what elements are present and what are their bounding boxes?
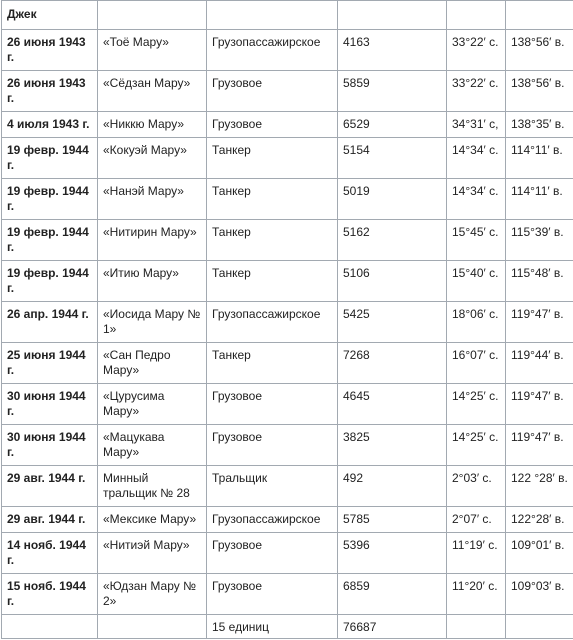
date-cell: 25 июня 1944 г. [2,343,98,384]
table-row [2,466,573,507]
empty-cell [447,615,506,639]
longitude-cell: 119°44′ в. [506,343,573,384]
vessel-type-cell: Грузопассажирское [207,302,338,343]
longitude-cell: 115°39′ в. [506,220,573,261]
vessel-name-cell: «Нитиэй Мару» [98,533,207,574]
vessel-name-cell: «Цурусима Мару» [98,384,207,425]
vessel-name-cell: «Кокуэй Мару» [98,138,207,179]
longitude-cell: 138°56′ в. [506,71,573,112]
vessel-name-cell: «Иосида Мару № 1» [98,302,207,343]
vessel-type-cell: Грузопассажирское [207,507,338,533]
vessel-type-cell: Грузовое [207,533,338,574]
longitude-cell: 109°03′ в. [506,574,573,615]
tonnage-cell: 5396 [338,533,447,574]
date-cell: 19 февр. 1944 г. [2,220,98,261]
longitude-cell: 119°47′ в. [506,425,573,466]
date-cell: 15 нояб. 1944 г. [2,574,98,615]
table-row [2,507,573,533]
latitude-cell: 14°34′ с. [447,138,506,179]
tonnage-cell: 4163 [338,30,447,71]
sunk-ships-table [1,0,573,639]
tonnage-cell: 5859 [338,71,447,112]
latitude-cell: 18°06′ с. [447,302,506,343]
latitude-cell: 15°45′ с. [447,220,506,261]
latitude-cell: 2°07′ с. [447,507,506,533]
vessel-name-cell: «Мексике Мару» [98,507,207,533]
table-row [2,179,573,220]
vessel-type-cell: Тральщик [207,466,338,507]
tonnage-cell: 492 [338,466,447,507]
date-cell: 29 авг. 1944 г. [2,466,98,507]
longitude-cell: 138°35′ в. [506,112,573,138]
tonnage-cell: 5425 [338,302,447,343]
table-row [2,261,573,302]
table-row [2,533,573,574]
tonnage-cell: 4645 [338,384,447,425]
total-count-cell: 15 единиц [207,615,338,639]
date-cell: 19 февр. 1944 г. [2,138,98,179]
longitude-cell: 114°11′ в. [506,179,573,220]
empty-cell [207,1,338,30]
vessel-name-cell: «Нитирин Мару» [98,220,207,261]
vessel-name-cell: «Тоё Мару» [98,30,207,71]
latitude-cell: 14°25′ с. [447,425,506,466]
table-row [2,71,573,112]
tonnage-cell: 5106 [338,261,447,302]
empty-cell [98,1,207,30]
latitude-cell: 11°19′ с. [447,533,506,574]
table-row [2,30,573,71]
date-cell: 26 июня 1943 г. [2,71,98,112]
empty-cell [447,1,506,30]
vessel-type-cell: Танкер [207,138,338,179]
tonnage-cell: 5154 [338,138,447,179]
vessel-type-cell: Грузовое [207,112,338,138]
longitude-cell: 114°11′ в. [506,138,573,179]
vessel-name-cell: «Мацукава Мару» [98,425,207,466]
date-cell: 30 июня 1944 г. [2,384,98,425]
vessel-name-cell: «Юдзан Мару № 2» [98,574,207,615]
latitude-cell: 2°03′ с. [447,466,506,507]
vessel-type-cell: Грузовое [207,384,338,425]
empty-cell [506,1,573,30]
date-cell: 4 июля 1943 г. [2,112,98,138]
vessel-type-cell: Танкер [207,220,338,261]
longitude-cell: 119°47′ в. [506,302,573,343]
longitude-cell: 115°48′ в. [506,261,573,302]
vessel-name-cell: «Никкю Мару» [98,112,207,138]
empty-cell [338,1,447,30]
date-cell: 30 июня 1944 г. [2,425,98,466]
latitude-cell: 34°31′ с, [447,112,506,138]
date-cell: 26 июня 1943 г. [2,30,98,71]
table-row [2,384,573,425]
vessel-type-cell: Танкер [207,343,338,384]
vessel-name-cell: «Итию Мару» [98,261,207,302]
table-row [2,343,573,384]
tonnage-cell: 5162 [338,220,447,261]
tonnage-cell: 5019 [338,179,447,220]
table-row [2,425,573,466]
empty-cell [2,615,98,639]
tonnage-cell: 7268 [338,343,447,384]
vessel-type-cell: Грузовое [207,574,338,615]
total-row [2,615,573,639]
date-cell: 29 авг. 1944 г. [2,507,98,533]
total-tonnage-cell: 76687 [338,615,447,639]
longitude-cell: 119°47′ в. [506,384,573,425]
latitude-cell: 33°22′ с. [447,71,506,112]
table-row [2,112,573,138]
tonnage-cell: 6859 [338,574,447,615]
commander-row [2,1,573,30]
latitude-cell: 11°20′ с. [447,574,506,615]
vessel-type-cell: Грузовое [207,425,338,466]
latitude-cell: 14°25′ с. [447,384,506,425]
table-body [2,1,573,639]
date-cell: 19 февр. 1944 г. [2,261,98,302]
latitude-cell: 14°34′ с. [447,179,506,220]
vessel-type-cell: Танкер [207,261,338,302]
longitude-cell: 122°28′ в. [506,507,573,533]
empty-cell [506,615,573,639]
latitude-cell: 16°07′ с. [447,343,506,384]
latitude-cell: 15°40′ с. [447,261,506,302]
date-cell: 14 нояб. 1944 г. [2,533,98,574]
date-cell: 26 апр. 1944 г. [2,302,98,343]
tonnage-cell: 3825 [338,425,447,466]
empty-cell [98,615,207,639]
vessel-type-cell: Танкер [207,179,338,220]
table-row [2,574,573,615]
table-row [2,138,573,179]
vessel-type-cell: Грузовое [207,71,338,112]
tonnage-cell: 6529 [338,112,447,138]
vessel-type-cell: Грузопассажирское [207,30,338,71]
vessel-name-cell: Минный тральщик № 28 [98,466,207,507]
date-cell: 19 февр. 1944 г. [2,179,98,220]
latitude-cell: 33°22′ с. [447,30,506,71]
tonnage-cell: 5785 [338,507,447,533]
vessel-name-cell: «Нанэй Мару» [98,179,207,220]
vessel-name-cell: «Сёдзан Мару» [98,71,207,112]
longitude-cell: 122 °28′ в. [506,466,573,507]
vessel-name-cell: «Сан Педро Мару» [98,343,207,384]
table-row [2,302,573,343]
commander-cell: Джек [2,1,98,30]
longitude-cell: 138°56′ в. [506,30,573,71]
table-row [2,220,573,261]
longitude-cell: 109°01′ в. [506,533,573,574]
